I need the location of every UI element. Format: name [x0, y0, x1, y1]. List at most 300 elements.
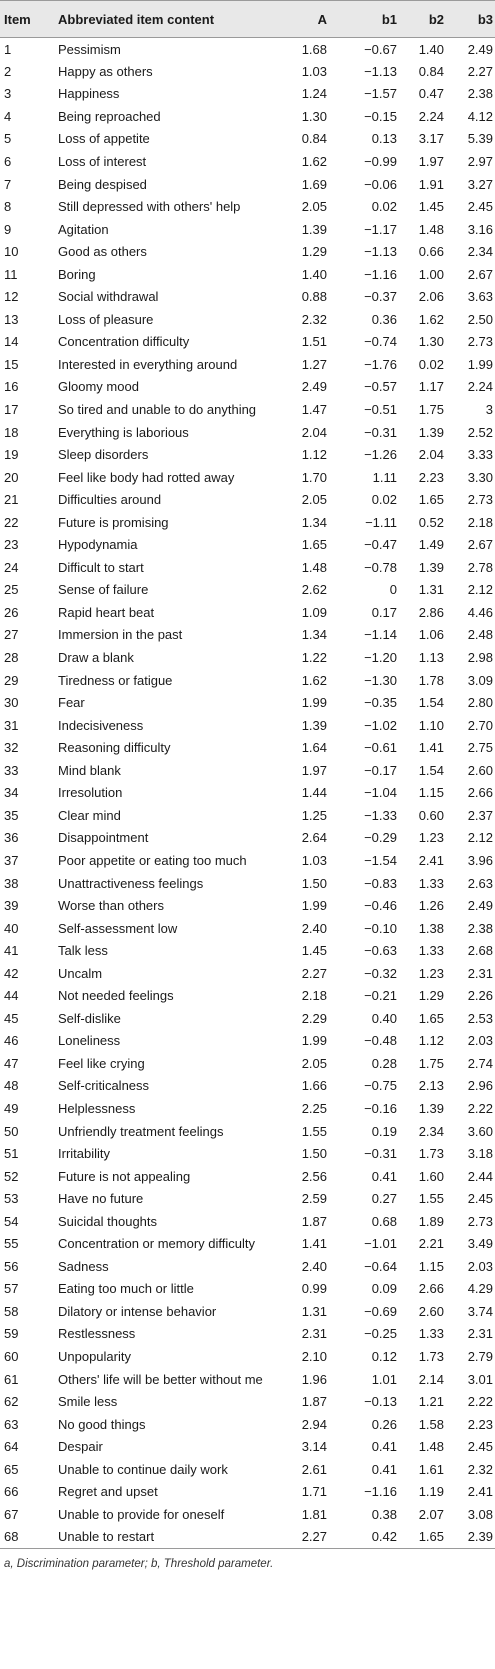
cell-a: 0.88 — [301, 289, 327, 305]
cell-b3: 2.31 — [467, 1326, 493, 1342]
cell-b3: 2.03 — [467, 1033, 493, 1049]
cell-content: Gloomy mood — [58, 379, 139, 395]
cell-b2: 1.75 — [418, 402, 444, 418]
cell-b3: 3.33 — [467, 447, 493, 463]
table-row — [0, 1097, 495, 1120]
cell-item: 61 — [4, 1371, 19, 1387]
table-row — [0, 1368, 495, 1391]
cell-b2: 1.54 — [418, 695, 444, 711]
table-row — [0, 128, 495, 151]
cell-item: 49 — [4, 1100, 19, 1116]
cell-a: 1.22 — [301, 650, 327, 666]
cell-content: Restlessness — [58, 1326, 136, 1342]
cell-item: 26 — [4, 604, 19, 620]
cell-b1: −1.01 — [364, 1236, 397, 1252]
cell-b3: 4.12 — [467, 108, 493, 124]
cell-content: Happiness — [58, 86, 120, 102]
cell-content: Loss of pleasure — [58, 311, 154, 327]
table-row — [0, 353, 495, 376]
cell-b1: −0.61 — [364, 740, 397, 756]
cell-content: Eating too much or little — [58, 1281, 194, 1297]
cell-item: 63 — [4, 1416, 19, 1432]
cell-b2: 1.97 — [418, 154, 444, 169]
cell-a: 2.29 — [301, 1010, 327, 1026]
cell-content: Sadness — [58, 1258, 109, 1274]
cell-a: 2.25 — [301, 1100, 327, 1116]
cell-b3: 2.48 — [467, 627, 493, 643]
cell-item: 5 — [4, 131, 12, 147]
cell-item: 37 — [4, 852, 19, 868]
cell-b3: 3.96 — [467, 852, 493, 868]
cell-a: 2.05 — [301, 199, 327, 215]
cell-b2: 2.06 — [418, 289, 444, 305]
cell-b3: 2.24 — [467, 379, 493, 395]
cell-a: 1.51 — [301, 334, 327, 350]
cell-content: Have no future — [58, 1191, 144, 1207]
cell-item: 9 — [4, 221, 12, 237]
table-row — [0, 105, 495, 128]
cell-b2: 1.23 — [418, 965, 444, 981]
table-row — [0, 60, 495, 83]
cell-b2: 1.65 — [412, 1526, 467, 1549]
cell-b2: 1.39 — [418, 1100, 444, 1116]
cell-b2: 2.60 — [418, 1303, 444, 1319]
cell-b1: −0.13 — [364, 1394, 397, 1410]
cell-content: Sleep disorders — [58, 447, 149, 463]
cell-b3: 2.67 — [467, 266, 493, 282]
cell-item: 33 — [4, 762, 19, 778]
table-row — [0, 286, 495, 309]
cell-b1: −1.16 — [364, 266, 397, 282]
cell-b1: 1.11 — [372, 469, 397, 485]
cell-b1: −0.37 — [364, 289, 397, 305]
cell-b3: 2.45 — [467, 199, 493, 215]
cell-b2: 1.55 — [418, 1191, 444, 1207]
cell-a: 2.31 — [301, 1326, 327, 1342]
cell-item: 1 — [4, 41, 12, 57]
table-row — [0, 488, 495, 511]
cell-item: 45 — [4, 1010, 19, 1026]
table-row — [0, 849, 495, 872]
cell-content: Not needed feelings — [58, 988, 174, 1004]
cell-content: Hypodynamia — [58, 537, 138, 553]
cell-b1: 0.41 — [371, 1439, 397, 1455]
cell-item: 31 — [4, 717, 19, 733]
cell-b2: 0.47 — [418, 86, 444, 102]
cell-b1: −1.76 — [364, 356, 397, 372]
cell-content: Concentration difficulty — [58, 334, 190, 350]
cell-content: No good things — [58, 1416, 146, 1432]
cell-b3: 2.78 — [467, 559, 493, 575]
cell-a: 1.34 — [301, 627, 327, 643]
cell-a: 1.55 — [301, 1123, 327, 1139]
cell-a: 2.32 — [301, 311, 327, 327]
cell-a: 1.34 — [301, 514, 327, 530]
cell-b1: −0.32 — [364, 965, 397, 981]
cell-a: 1.41 — [301, 1236, 327, 1252]
cell-content: Unable to provide for oneself — [58, 1506, 225, 1522]
cell-b1: −1.20 — [364, 650, 397, 666]
cell-b1: 0.19 — [371, 1123, 397, 1139]
cell-a: 2.05 — [301, 1055, 327, 1071]
cell-content: Dilatory or intense behavior — [58, 1303, 217, 1319]
cell-a: 1.25 — [301, 807, 327, 823]
cell-b1: −1.57 — [364, 86, 397, 102]
cell-a: 1.65 — [301, 537, 327, 553]
cell-b1: 0.13 — [371, 131, 397, 147]
cell-a: 1.81 — [301, 1506, 327, 1522]
header-row — [0, 1, 495, 38]
cell-a: 2.94 — [301, 1416, 327, 1432]
cell-b1: −0.29 — [364, 830, 397, 846]
cell-b2: 3.17 — [418, 131, 444, 147]
cell-content: Suicidal thoughts — [58, 1213, 158, 1229]
cell-content: Uncalm — [58, 965, 103, 981]
cell-b3: 2.45 — [467, 1191, 493, 1207]
cell-b3: 3.74 — [467, 1303, 493, 1319]
cell-item: 7 — [4, 176, 12, 192]
cell-b2: 1.33 — [418, 943, 444, 959]
cell-item: 68 — [0, 1526, 32, 1549]
table-row — [0, 736, 495, 759]
cell-b1: −0.64 — [364, 1258, 397, 1274]
cell-b2: 1.19 — [418, 1484, 444, 1500]
cell-b2: 1.91 — [418, 176, 444, 192]
cell-b2: 1.78 — [418, 672, 444, 688]
cell-b1: −1.11 — [365, 514, 397, 530]
cell-b3: 2.37 — [467, 807, 493, 823]
cell-b3: 2.34 — [467, 244, 493, 260]
cell-content: Agitation — [58, 221, 109, 237]
cell-item: 64 — [4, 1439, 19, 1455]
table-row — [0, 804, 495, 827]
cell-b1: 0.12 — [371, 1348, 397, 1364]
cell-b1: −0.46 — [364, 898, 397, 914]
table-row — [0, 1142, 495, 1165]
cell-item: 50 — [4, 1123, 19, 1139]
cell-b3: 2.31 — [467, 965, 493, 981]
header-b2: b2 — [412, 1, 467, 38]
cell-b1: 0.02 — [371, 199, 397, 215]
cell-item: 28 — [4, 650, 19, 666]
cell-b2: 1.12 — [418, 1033, 444, 1049]
cell-b1: 0.41 — [371, 1461, 397, 1477]
cell-b2: 1.75 — [418, 1055, 444, 1071]
cell-b3: 2.74 — [467, 1055, 493, 1071]
cell-item: 52 — [4, 1168, 19, 1184]
cell-b2: 2.14 — [418, 1371, 444, 1387]
cell-content: Loss of interest — [58, 154, 147, 169]
cell-b3: 2.38 — [467, 86, 493, 102]
cell-content: Helplessness — [58, 1100, 136, 1116]
cell-b1: 0.28 — [371, 1055, 397, 1071]
cell-content: Interested in everything around — [58, 356, 238, 372]
cell-b3: 3.60 — [467, 1123, 493, 1139]
cell-content: Immersion in the past — [58, 627, 183, 643]
table-row — [0, 1300, 495, 1323]
cell-b3: 5.39 — [467, 131, 493, 147]
cell-a: 2.27 — [265, 1526, 349, 1549]
cell-item: 54 — [4, 1213, 19, 1229]
cell-a: 2.40 — [301, 1258, 327, 1274]
cell-b1: −0.47 — [364, 537, 397, 553]
cell-a: 1.12 — [301, 447, 327, 463]
cell-b2: 2.24 — [418, 108, 444, 124]
cell-b2: 1.23 — [418, 830, 444, 846]
cell-b3: 3.09 — [467, 672, 493, 688]
cell-a: 0.84 — [301, 131, 327, 147]
cell-item: 21 — [4, 492, 19, 508]
cell-b1: 0.17 — [371, 604, 397, 620]
cell-content: Boring — [58, 266, 96, 282]
cell-b3: 2.80 — [467, 695, 493, 711]
cell-a: 1.87 — [301, 1394, 327, 1410]
cell-a: 1.97 — [301, 762, 327, 778]
cell-b2: 1.54 — [418, 762, 444, 778]
table-row — [0, 669, 495, 692]
cell-b1: −0.35 — [364, 695, 397, 711]
cell-item: 66 — [4, 1484, 19, 1500]
cell-a: 1.39 — [301, 717, 327, 733]
table-row — [0, 984, 495, 1007]
table-row — [0, 83, 495, 106]
cell-content: Mind blank — [58, 762, 121, 778]
cell-b3: 2.12 — [467, 582, 493, 598]
cell-item: 18 — [4, 424, 19, 440]
cell-a: 1.62 — [301, 672, 327, 688]
cell-item: 35 — [4, 807, 19, 823]
header-b3: b3 — [467, 1, 495, 38]
table-row — [0, 1435, 495, 1458]
cell-item: 15 — [4, 356, 19, 372]
cell-a: 1.44 — [301, 785, 327, 801]
table-footnote: a, Discrimination parameter; b, Threshold parameter. — [4, 1557, 274, 1570]
cell-b3: 1.99 — [467, 356, 493, 372]
cell-a: 1.03 — [301, 852, 327, 868]
cell-item: 24 — [4, 559, 19, 575]
cell-b1: 0.36 — [371, 311, 397, 327]
cell-content: Happy as others — [58, 63, 153, 79]
cell-b2: 0.84 — [418, 63, 444, 79]
cell-a: 1.24 — [301, 86, 327, 102]
cell-item: 27 — [4, 627, 19, 643]
table-row — [0, 443, 495, 466]
cell-b3: 2.67 — [467, 537, 493, 553]
cell-b3: 2.38 — [467, 920, 493, 936]
cell-a: 2.27 — [301, 965, 327, 981]
cell-b2: 2.21 — [418, 1236, 444, 1252]
cell-content: Regret and upset — [58, 1484, 158, 1500]
cell-b2: 1.39 — [418, 559, 444, 575]
cell-b1: 0.68 — [371, 1213, 397, 1229]
cell-b3: 2.27 — [467, 63, 493, 79]
cell-content: Everything is laborious — [58, 424, 189, 440]
table-row — [0, 331, 495, 354]
cell-item: 34 — [4, 785, 19, 801]
cell-a: 0.99 — [301, 1281, 327, 1297]
cell-b2: 2.13 — [418, 1078, 444, 1094]
cell-b3: 2.22 — [467, 1394, 493, 1410]
cell-b2: 1.06 — [418, 627, 444, 643]
cell-content: Unable to continue daily work — [58, 1461, 228, 1477]
cell-content: Difficulties around — [58, 492, 162, 508]
cell-b3: 2.12 — [467, 830, 493, 846]
cell-item: 46 — [4, 1033, 19, 1049]
cell-item: 67 — [4, 1506, 19, 1522]
cell-b1: −1.13 — [364, 244, 397, 260]
cell-content: So tired and unable to do anything — [58, 402, 257, 418]
table-row — [0, 1503, 495, 1526]
table-row — [0, 1232, 495, 1255]
cell-item: 8 — [4, 199, 12, 215]
cell-content: Tiredness or fatigue — [58, 672, 173, 688]
cell-item: 59 — [4, 1326, 19, 1342]
cell-b3: 2.68 — [467, 943, 493, 959]
cell-b1: −0.31 — [364, 424, 397, 440]
cell-b1: −1.14 — [364, 627, 397, 643]
cell-content: Self-dislike — [58, 1010, 121, 1026]
cell-b2: 0.52 — [418, 514, 444, 530]
cell-b2: 1.41 — [418, 740, 444, 756]
cell-b3: 3.63 — [467, 289, 493, 305]
cell-a: 2.18 — [301, 988, 327, 1004]
cell-b3: 2.73 — [467, 1213, 493, 1229]
cell-b2: 0.66 — [418, 244, 444, 260]
cell-b2: 1.62 — [418, 311, 444, 327]
cell-a: 2.62 — [301, 582, 327, 598]
table-row — [0, 1052, 495, 1075]
cell-b2: 1.40 — [418, 41, 444, 57]
cell-item: 51 — [4, 1146, 19, 1162]
cell-b1: −0.10 — [364, 920, 397, 936]
cell-a: 1.39 — [301, 221, 327, 237]
table-body — [0, 38, 495, 1549]
cell-content: Social withdrawal — [58, 289, 159, 305]
cell-item: 42 — [4, 965, 19, 981]
cell-content: Concentration or memory difficulty — [58, 1236, 256, 1252]
table-row — [0, 872, 495, 895]
table-row — [0, 376, 495, 399]
cell-b2: 2.86 — [418, 604, 444, 620]
table-row — [0, 1165, 495, 1188]
cell-a: 2.49 — [301, 379, 327, 395]
cell-b3: 3.27 — [467, 176, 493, 192]
cell-item: 41 — [4, 943, 19, 959]
table-row — [0, 1345, 495, 1368]
cell-content: Self-assessment low — [58, 920, 178, 936]
cell-b3: 2.26 — [467, 988, 493, 1004]
cell-b2: 1.29 — [418, 988, 444, 1004]
cell-content: Irresolution — [58, 785, 123, 801]
cell-content: Unpopularity — [58, 1348, 131, 1364]
cell-a: 1.03 — [301, 63, 327, 79]
table-row — [0, 917, 495, 940]
cell-item: 30 — [4, 695, 19, 711]
cell-b2: 1.31 — [418, 582, 444, 598]
cell-b3: 2.22 — [467, 1100, 493, 1116]
cell-a: 1.45 — [301, 943, 327, 959]
header-content: Abbreviated item content — [32, 1, 265, 38]
cell-b3: 2.96 — [467, 1078, 493, 1094]
cell-content: Clear mind — [58, 807, 121, 823]
cell-b3: 2.73 — [467, 492, 493, 508]
table-header — [0, 1, 495, 38]
table-row — [0, 195, 495, 218]
cell-b3: 2.63 — [467, 875, 493, 891]
table-row — [0, 38, 495, 61]
cell-b2: 1.26 — [418, 898, 444, 914]
cell-content: Good as others — [58, 244, 147, 260]
header-item: Item — [0, 1, 32, 38]
cell-b3: 2.39 — [467, 1526, 495, 1549]
cell-a: 1.69 — [301, 176, 327, 192]
cell-b3: 3.49 — [467, 1236, 493, 1252]
cell-b1: −1.54 — [364, 852, 397, 868]
cell-content: Loneliness — [58, 1033, 121, 1049]
table-row — [0, 646, 495, 669]
cell-content: Future is promising — [58, 514, 169, 530]
cell-b3: 2.44 — [467, 1168, 493, 1184]
cell-b1: 0.09 — [371, 1281, 397, 1297]
cell-item: 17 — [4, 402, 19, 418]
cell-b3: 3 — [485, 402, 493, 418]
table-row — [0, 894, 495, 917]
cell-b2: 1.39 — [418, 424, 444, 440]
cell-b1: −0.78 — [364, 559, 397, 575]
cell-b1: −1.02 — [364, 717, 397, 733]
table-row — [0, 579, 495, 602]
cell-b1: −1.13 — [364, 63, 397, 79]
cell-item: 56 — [4, 1258, 19, 1274]
table-row — [0, 1007, 495, 1030]
cell-b1: −0.17 — [364, 762, 397, 778]
cell-content: Loss of appetite — [58, 131, 150, 147]
cell-b2: 0.60 — [418, 807, 444, 823]
table-row — [0, 1323, 495, 1346]
table-row — [0, 939, 495, 962]
cell-b1: 0.27 — [371, 1191, 397, 1207]
table-row — [0, 1390, 495, 1413]
cell-b1: −1.30 — [364, 672, 397, 688]
cell-item: 19 — [4, 447, 19, 463]
cell-a: 1.47 — [301, 402, 327, 418]
cell-b1: −0.67 — [364, 41, 397, 57]
cell-item: 20 — [4, 469, 19, 485]
cell-b1: −1.33 — [364, 807, 397, 823]
cell-content: Talk less — [58, 943, 108, 959]
cell-b3: 2.75 — [467, 740, 493, 756]
cell-a: 1.87 — [301, 1213, 327, 1229]
table-row — [0, 601, 495, 624]
cell-a: 1.30 — [301, 108, 327, 124]
cell-b1: −1.17 — [364, 221, 397, 237]
table-row — [0, 759, 495, 782]
cell-content: Feel like crying — [58, 1055, 145, 1071]
cell-item: 3 — [4, 86, 12, 102]
table-row — [0, 263, 495, 286]
cell-b3: 3.16 — [467, 221, 493, 237]
cell-b1: −0.63 — [364, 943, 397, 959]
cell-content: Smile less — [58, 1394, 118, 1410]
cell-b2: 1.33 — [418, 875, 444, 891]
cell-item: 11 — [4, 266, 18, 282]
table-row — [0, 1526, 495, 1549]
cell-b2: 2.07 — [418, 1506, 444, 1522]
table-row — [0, 556, 495, 579]
cell-content: Draw a blank — [58, 650, 134, 666]
cell-item: 48 — [4, 1078, 19, 1094]
cell-b1: 0.41 — [371, 1168, 397, 1184]
